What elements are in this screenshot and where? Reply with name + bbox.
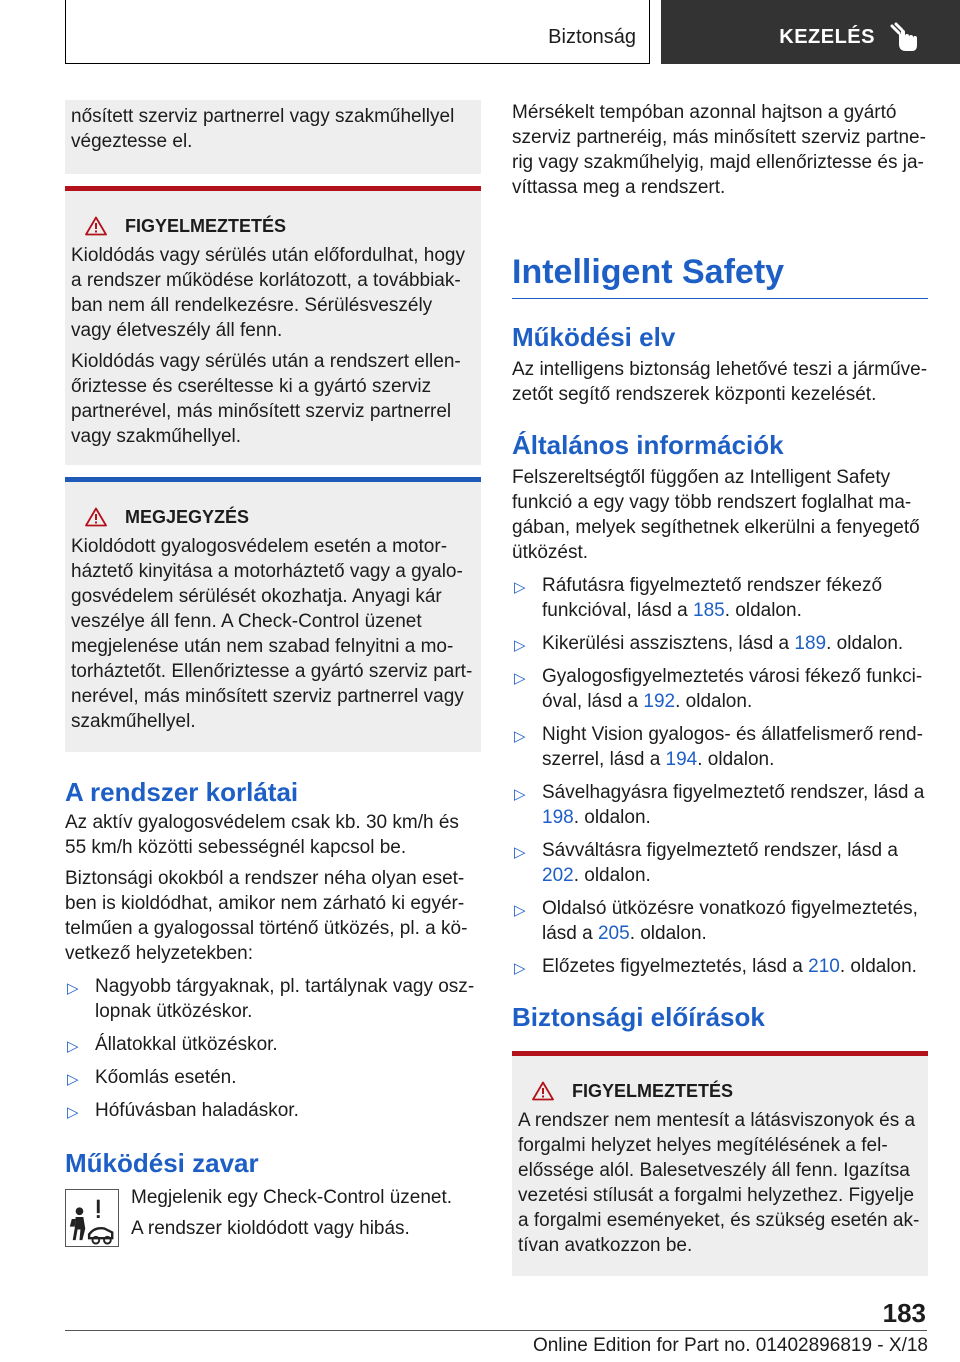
fault-heading: Működési zavar [65, 1148, 259, 1178]
note-title [85, 504, 473, 530]
page-number: 183 [882, 1298, 926, 1328]
continued-note-text: nősített szerviz partnerrel vagy szakműhellyel végeztesse el. [71, 106, 455, 152]
fault-paragraph-1: Megjelenik egy Check-Control üzenet. [131, 1187, 453, 1208]
header-rule-bottom [65, 63, 650, 64]
page-link-210[interactable]: 210 [808, 956, 840, 977]
limits-list [65, 974, 481, 1123]
footer-edition: Online Edition for Part no. 01402896819 - X/18 [532, 1335, 928, 1356]
list-item: ▷ Nagyobb tárgyaknak, pl. tartálynak vagy oszlopnak ütközéskor. [67, 976, 475, 1022]
continued-note-box [65, 100, 481, 174]
triangle-bullet-icon: ▷ [514, 670, 526, 687]
triangle-bullet-icon: ▷ [67, 1104, 79, 1121]
general-heading: Általános információk [512, 430, 784, 460]
page-title: Intelligent Safety [512, 252, 928, 299]
triangle-bullet-icon: ▷ [67, 1038, 79, 1055]
page-link-189[interactable]: 189 [794, 633, 827, 654]
fault-row [65, 1185, 481, 1247]
header-section-title: Biztonság [548, 26, 636, 48]
list-item: ▷ Gyalogosfigyelmeztetés városi fékező funkcióval, lásd a 192. oldalon. [514, 666, 923, 712]
intelligent-safety-list [512, 573, 928, 979]
page-link-205[interactable]: 205 [597, 923, 630, 944]
warning-1-paragraph-1: Kioldódás vagy sérülés után előfordulhat, hogy a rendszer működése korlátozott, a továbbiakban nem áll rendelkezésre. Sérülésveszély vagy életveszély áll fenn. [71, 245, 465, 341]
page-link-194[interactable]: 194 [665, 749, 698, 770]
fault-paragraph-2: A rendszer kioldódott vagy hibás. [131, 1218, 410, 1239]
triangle-bullet-icon: ▷ [514, 960, 526, 977]
warning-title-text-1: FIGYELMEZTETÉS [125, 215, 287, 236]
list-item: ▷ Előzetes figyelmeztetés, lásd a 210. oldalon. [512, 954, 928, 979]
triangle-bullet-icon: ▷ [514, 786, 526, 803]
warning-2-paragraph: A rendszer nem mentesít a látásviszonyok és a forgalmi helyzet helyes megítélésének a felelőssége alól. Balesetveszély áll fenn. Igazítsa vezetési stílusát a forgalmi helyzethez. Figyelje a forgalmi eseményeket, és szükség esetén aktívan avatkozzon be. [518, 1110, 920, 1256]
warning-title-1 [85, 213, 473, 239]
warning-1-paragraph-2: Kioldódás vagy sérülés után a rendszert ellenőriztesse és cseréltesse ki a gyártó szerviz partnerével, más minősített szerviz partnerrel vagy szakműhellyel. [71, 351, 461, 447]
footer-rule [65, 1330, 927, 1331]
list-item: ▷ Ráfutásra figyelmeztető rendszer fékező funkcióval, lásd a 185. oldalon. [514, 575, 883, 621]
right-column [512, 100, 928, 1276]
warning-triangle-icon [85, 216, 107, 236]
pedestrian-protection-icon [65, 1189, 119, 1247]
left-column [65, 100, 481, 1247]
note-title-text: MEGJEGYZÉS [125, 506, 250, 527]
warning-title-2 [532, 1078, 920, 1104]
warning-triangle-icon [85, 507, 107, 527]
limits-heading: A rendszer korlátai [65, 777, 299, 807]
warning-title-text-2: FIGYELMEZTETÉS [572, 1080, 734, 1101]
principle-paragraph: Az intelligens biztonság lehetővé teszi a járművezetőt segítő rendszerek központi kezelését. [512, 359, 928, 405]
limits-paragraph-2: Biztonsági okokból a rendszer néha olyan esetben is kioldódhat, amikor nem zárható ki egyértelműen a gyalogossal történő ütközés, pl. a következő helyzetekben: [65, 868, 468, 964]
triangle-bullet-icon: ▷ [514, 728, 526, 745]
page-link-192[interactable]: 192 [643, 691, 676, 712]
triangle-bullet-icon: ▷ [67, 980, 79, 997]
triangle-bullet-icon: ▷ [514, 579, 526, 596]
list-item: ▷ Kikerülési asszisztens, lásd a 189. oldalon. [512, 631, 928, 656]
list-item: ▷ Állatokkal ütközéskor. [65, 1032, 481, 1057]
triangle-bullet-icon: ▷ [514, 637, 526, 654]
page-link-198[interactable]: 198 [542, 807, 574, 828]
note-box [65, 477, 481, 752]
pointing-hand-icon [887, 20, 921, 54]
triangle-bullet-icon: ▷ [514, 902, 526, 919]
list-item: ▷ Oldalsó ütközésre vonatkozó figyelmeztetés, lásd a 205. oldalon. [514, 898, 918, 944]
principle-heading: Működési elv [512, 322, 676, 352]
header-rule-mid [649, 0, 650, 64]
list-item: ▷ Hófúvásban haladáskor. [65, 1098, 481, 1123]
triangle-bullet-icon: ▷ [67, 1071, 79, 1088]
limits-paragraph-1: Az aktív gyalogosvédelem csak kb. 30 km/h és 55 km/h közötti sebességnél kapcsol be. [65, 812, 459, 858]
page-link-185[interactable]: 185 [693, 600, 725, 621]
fault-text [131, 1185, 452, 1247]
list-item: ▷ Night Vision gyalogos- és állatfelismerő rendszerrel, lásd a 194. oldalon. [514, 724, 923, 770]
intro-paragraph: Mérsékelt tempóban azonnal hajtson a gyártó szerviz partneréig, más minősített szerviz partnerig vagy szakműhelyig, majd ellenőriztesse és javíttassa meg a rendszert. [512, 102, 926, 198]
page-link-202[interactable]: 202 [542, 865, 574, 886]
header-chapter-title: KEZELÉS [779, 26, 875, 48]
warning-triangle-icon [532, 1081, 554, 1101]
list-item: ▷ Kőomlás esetén. [65, 1065, 481, 1090]
safety-heading: Biztonsági előírások [512, 1002, 765, 1032]
header-chapter-tab[interactable] [661, 0, 960, 64]
triangle-bullet-icon: ▷ [514, 844, 526, 861]
warning-box-1 [65, 186, 481, 465]
warning-box-2 [512, 1051, 928, 1276]
note-paragraph-1: Kioldódott gyalogosvédelem esetén a motorháztető kinyitása a motorháztető vagy a gyalogosvédelem sérülését okozhatja. Anyagi kár veszélye áll fenn. A Check-Control üzenet megjelenése után nem szabad felnyitni a motorháztetőt. Ellenőriztesse a gyártó szerviz partnerével, más minősített szerviz partnerrel vagy szakműhellyel. [71, 536, 473, 732]
general-paragraph: Felszereltségtől függően az Intelligent Safety funkció a egy vagy több rendszert foglalhat magában, melyek segíthetnek elkerülni a fenyegető ütközést. [512, 467, 920, 563]
header-rule-left [65, 0, 66, 64]
list-item: ▷ Sávváltásra figyelmeztető rendszer, lásd a 202. oldalon. [514, 840, 898, 886]
list-item: ▷ Sávelhagyásra figyelmeztető rendszer, lásd a 198. oldalon. [514, 782, 925, 828]
